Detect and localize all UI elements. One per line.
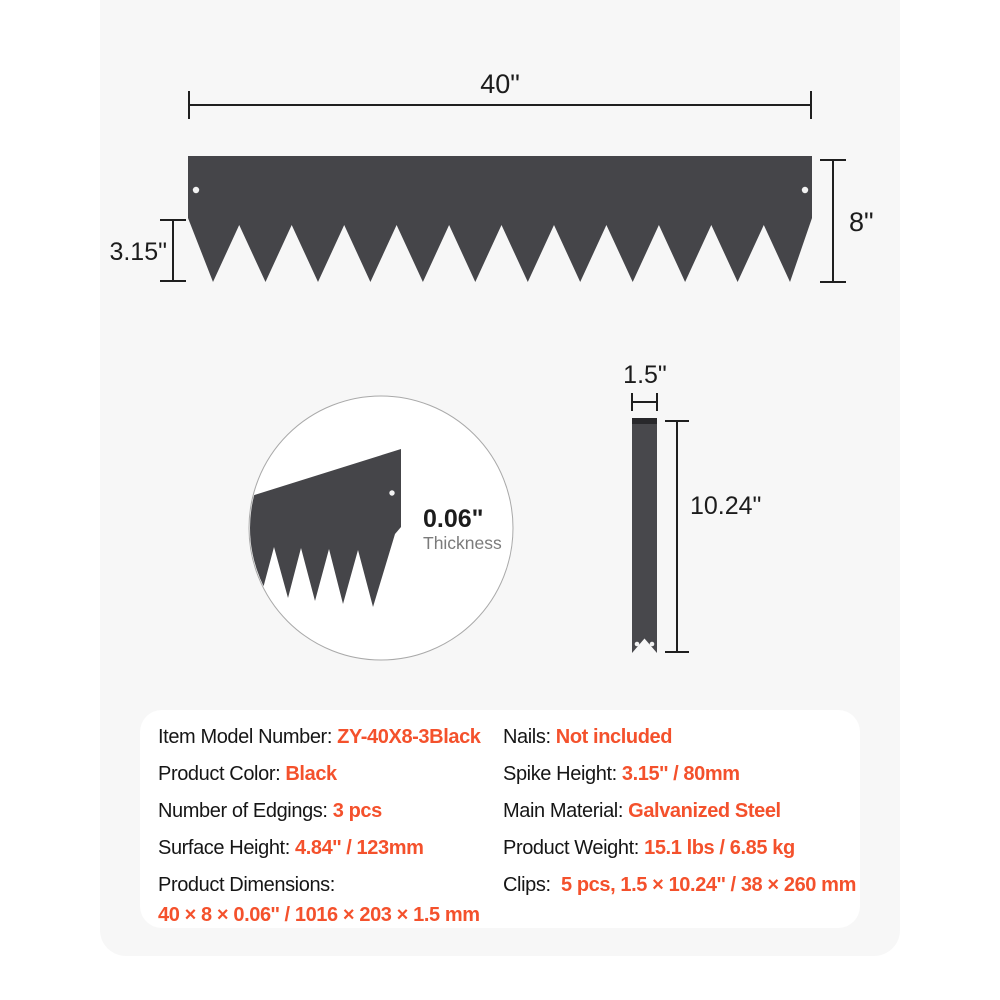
thickness-value-label: 0.06" bbox=[423, 505, 484, 533]
spec-label: Spike Height: bbox=[503, 763, 622, 785]
spec-label: Product Color: bbox=[158, 763, 286, 785]
spec-row-dimensions-label bbox=[158, 867, 503, 904]
spec-label: Number of Edgings: bbox=[158, 800, 333, 822]
edging-panel-shape bbox=[188, 156, 812, 282]
spec-value: Not included bbox=[555, 726, 673, 748]
spec-row-nails bbox=[503, 719, 853, 756]
spec-row-surface-height bbox=[158, 830, 503, 867]
dimension-height-8 bbox=[820, 160, 846, 282]
dimension-clip-width bbox=[632, 393, 657, 411]
spec-label: Product Weight: bbox=[503, 837, 645, 859]
spec-label: Surface Height: bbox=[158, 837, 296, 859]
height-dimension-label: 8" bbox=[849, 207, 874, 237]
spec-value: 3.15'' / 80mm bbox=[621, 763, 740, 785]
spec-value: 5 pcs, 1.5 × 10.24'' / 38 × 260 mm bbox=[560, 874, 856, 896]
spec-row-clips bbox=[503, 867, 856, 904]
detail-hole bbox=[389, 490, 394, 495]
spec-column-right bbox=[503, 719, 856, 904]
spec-row-spike-height bbox=[503, 756, 853, 793]
edging-hole-left bbox=[193, 187, 199, 193]
clip-shape bbox=[632, 418, 657, 653]
spec-label: Item Model Number: bbox=[158, 726, 338, 748]
spike-dimension-label: 3.15" bbox=[109, 238, 167, 266]
spec-row-edgings-count bbox=[158, 793, 503, 830]
thickness-caption-label: Thickness bbox=[423, 533, 502, 553]
clip-width-label: 1.5" bbox=[623, 361, 667, 389]
clip-hole-left bbox=[635, 642, 640, 647]
spec-label: Main Material: bbox=[503, 800, 629, 822]
spec-row-color bbox=[158, 756, 503, 793]
clip-top-cap bbox=[632, 418, 657, 424]
spec-value: Galvanized Steel bbox=[628, 800, 781, 822]
spec-value: 3 pcs bbox=[332, 800, 382, 822]
spec-value: 15.1 lbs / 6.85 kg bbox=[644, 837, 795, 859]
spec-value: 40 × 8 × 0.06'' / 1016 × 203 × 1.5 mm bbox=[158, 903, 480, 926]
spec-row-dimensions-value bbox=[158, 902, 503, 928]
spec-value: Black bbox=[285, 763, 337, 785]
spec-column-left bbox=[158, 719, 503, 928]
clip-hole-right bbox=[650, 642, 655, 647]
spec-panel bbox=[140, 710, 860, 928]
spec-row-weight bbox=[503, 830, 853, 867]
spec-row-model bbox=[158, 719, 503, 756]
spec-row-material bbox=[503, 793, 853, 830]
dimension-clip-height bbox=[665, 421, 689, 652]
width-dimension-label: 40" bbox=[480, 69, 520, 99]
clip-height-label: 10.24" bbox=[690, 492, 762, 520]
edging-hole-right bbox=[802, 187, 808, 193]
spec-label: Product Dimensions: bbox=[158, 874, 335, 896]
spec-label: Clips: bbox=[503, 874, 561, 896]
spec-label: Nails: bbox=[503, 726, 556, 748]
spec-value: 4.84'' / 123mm bbox=[295, 837, 424, 859]
spec-value: ZY-40X8-3Black bbox=[337, 726, 481, 748]
